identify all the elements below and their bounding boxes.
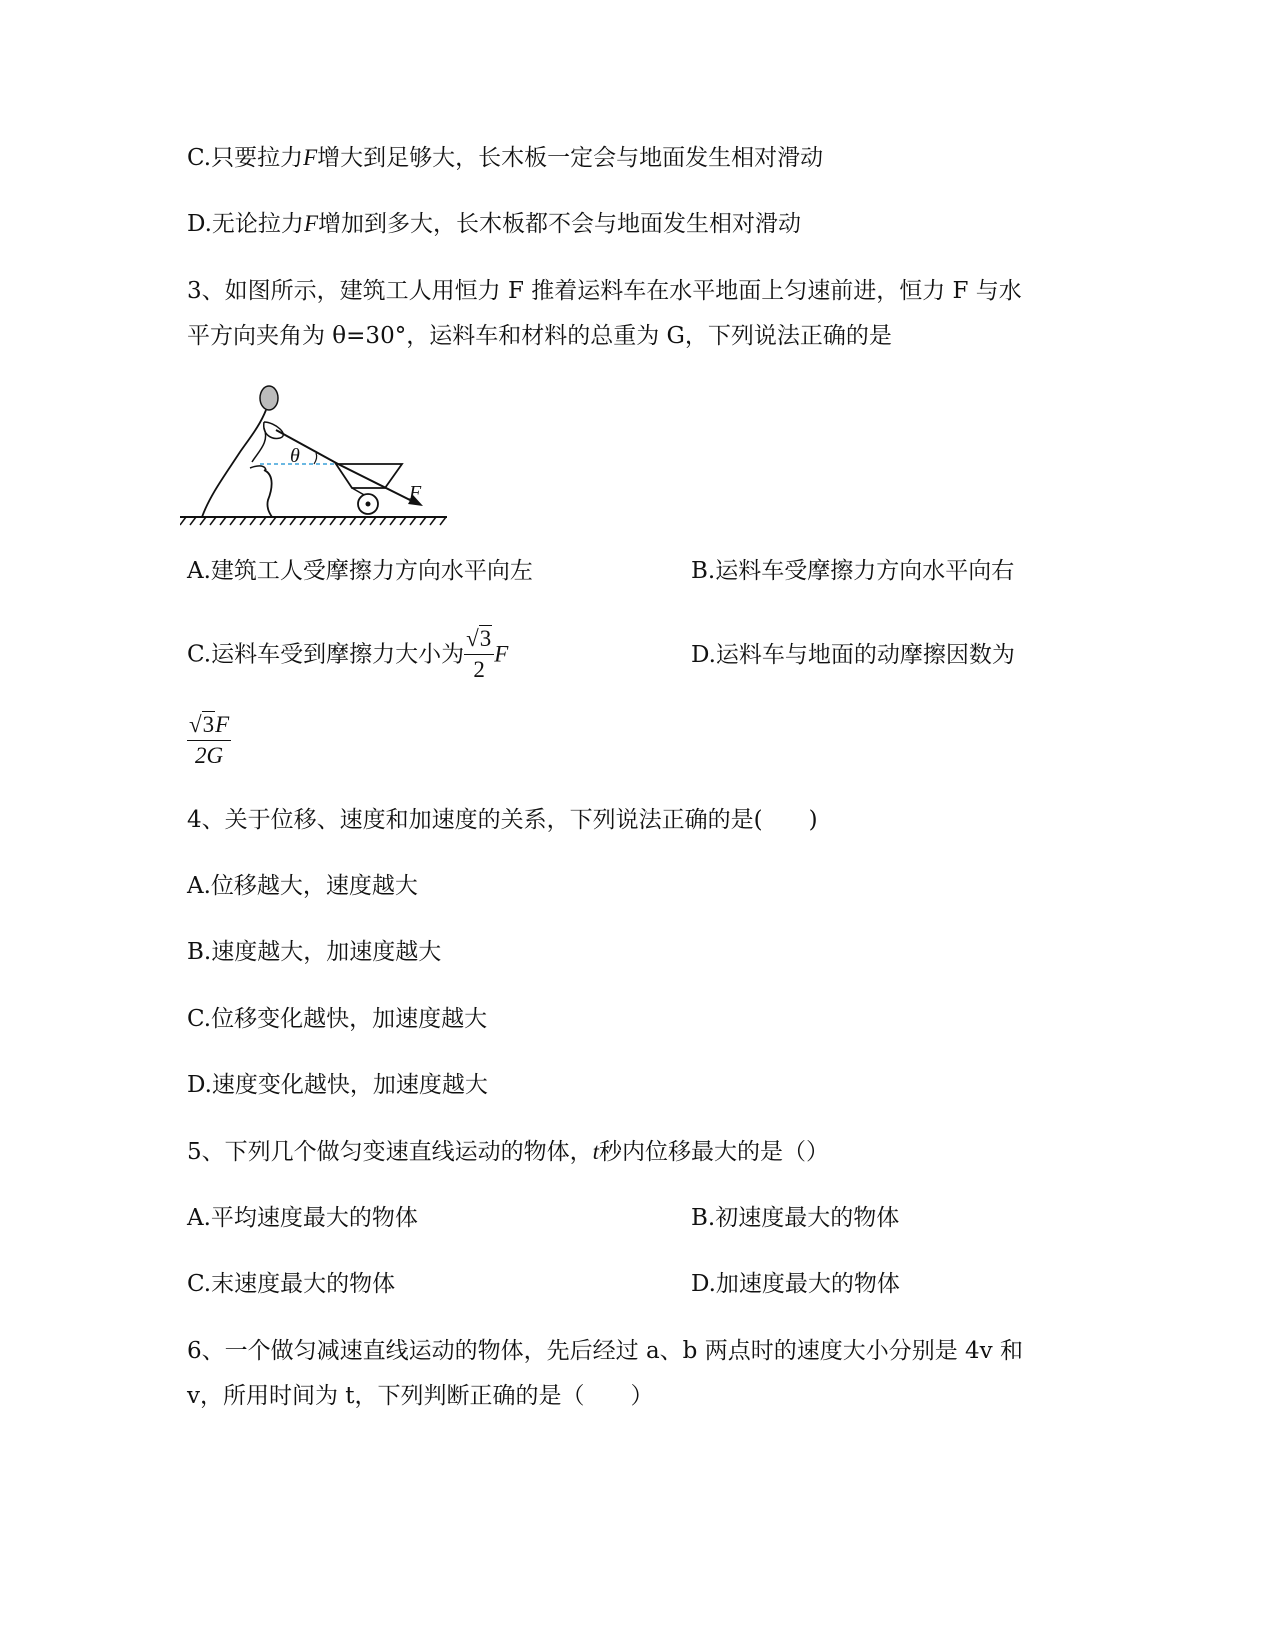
q3-option-a: A.建筑工人受摩擦力方向水平向左: [187, 558, 533, 584]
q3-option-b: B.运料车受摩擦力方向水平向右: [691, 558, 1015, 584]
q6-stem-line1: 6、一个做匀减速直线运动的物体，先后经过 a、b 两点时的速度大小分别是 4v 和: [187, 1338, 1023, 1364]
q5-option-d: D.加速度最大的物体: [691, 1271, 900, 1297]
q3-option-c-var: F: [494, 641, 509, 667]
q2-option-c-var: F: [303, 145, 318, 170]
q2-option-d-text: D.无论拉力: [187, 211, 304, 237]
q5-stem-text2: 秒内位移最大的是（）: [599, 1139, 830, 1165]
q5-option-b: B.初速度最大的物体: [691, 1205, 900, 1231]
q3-option-d-fraction: $\frac{√3F}{2G}$: [187, 710, 231, 771]
q3-option-c-frac-den: 2: [464, 654, 494, 685]
q5-stem: [187, 1137, 829, 1167]
q2-option-d-var: F: [303, 211, 318, 236]
q3-option-d-frac-den: 2G: [187, 740, 231, 771]
q2-option-c: [187, 143, 823, 173]
q3-figure-angle-label: θ: [290, 445, 300, 467]
q3-option-d-frac-num-radicand: 3: [202, 712, 215, 737]
q2-option-c-text: C.只要拉力: [187, 145, 304, 171]
q3-stem-line1: 3、如图所示，建筑工人用恒力 F 推着运料车在水平地面上匀速前进，恒力 F 与水: [187, 278, 1022, 304]
q5-option-a: A.平均速度最大的物体: [187, 1205, 418, 1231]
q3-figure-force-label: F: [409, 482, 422, 504]
q5-option-c: C.末速度最大的物体: [187, 1271, 396, 1297]
q3-option-c-frac-num: 3: [479, 626, 492, 651]
q6-stem-line2: v，所用时间为 t，下列判断正确的是（ ）: [187, 1383, 654, 1409]
q3-option-d: D.运料车与地面的动摩擦因数为: [691, 642, 1015, 668]
q4-option-a: A.位移越大，速度越大: [187, 873, 418, 899]
q3-stem-line2: 平方向夹角为 θ=30°，运料车和材料的总重为 G，下列说法正确的是: [187, 323, 892, 349]
q5-stem-text: 5、下列几个做匀变速直线运动的物体，: [187, 1139, 593, 1165]
q2-option-d-text2: 增加到多大，长木板都不会与地面发生相对滑动: [318, 211, 801, 237]
q3-option-c-text: C.运料车受到摩擦力大小为: [187, 641, 465, 668]
q4-option-c: C.位移变化越快，加速度越大: [187, 1006, 488, 1032]
q4-option-b: B.速度越大，加速度越大: [187, 939, 442, 965]
q3-option-d-frac-num-var: F: [215, 712, 230, 737]
q3-figure-worker-pushing-cart: [180, 380, 470, 540]
q5-stem-var: t: [592, 1139, 600, 1164]
q2-option-d: [187, 209, 801, 239]
q3-option-c: [187, 624, 508, 685]
q2-option-c-text2: 增大到足够大，长木板一定会与地面发生相对滑动: [317, 145, 824, 171]
q4-stem: 4、关于位移、速度和加速度的关系，下列说法正确的是( ): [187, 807, 818, 833]
q4-option-d: D.速度变化越快，加速度越大: [187, 1072, 488, 1098]
q3-option-c-fraction: $\frac{√3}{2}$: [464, 624, 494, 685]
